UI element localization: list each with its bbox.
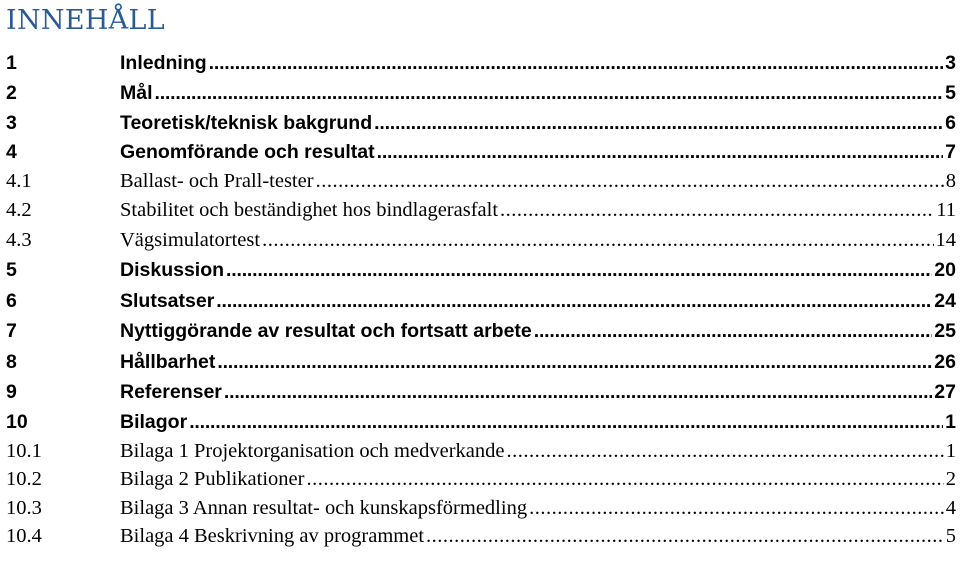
dot-leader [374,112,943,135]
toc-entry-page: 20 [934,259,956,282]
toc-entry-number: 5 [6,259,17,282]
toc-entry-number: 10.1 [6,439,42,462]
dot-leader [224,381,932,404]
toc-entry-number: 6 [6,289,17,312]
toc-entry-page: 25 [934,320,956,343]
toc-entry-title: Mål [120,81,153,104]
dot-leader [306,468,943,491]
toc-entry-page: 3 [945,51,956,74]
toc-entry-number: 10.3 [6,496,42,519]
toc-entry-title: Genomförande och resultat [120,141,375,163]
toc-entry-number: 10.4 [6,525,42,548]
toc-entry-number: 1 [6,51,17,74]
toc-entry-page: 27 [934,381,956,404]
toc-entry-ballast-prall[interactable] [0,167,960,196]
toc-entry-title: Ballast- och Prall-tester [120,170,314,192]
toc-entry-page: 6 [945,111,956,134]
toc-entry-number: 2 [6,81,17,104]
toc-entry-number: 4.3 [6,228,32,251]
toc-entry-page: 24 [934,289,956,312]
toc-entry-bilaga-4[interactable] [0,523,960,552]
toc-entry-title: Slutsatser [120,289,215,312]
toc-entry-bilaga-1[interactable] [0,437,960,466]
toc-entry-inledning[interactable] [0,48,960,78]
toc-entry-number: 8 [6,350,17,373]
toc-list [0,48,960,551]
toc-entry-number: 7 [6,320,17,343]
toc-entry-number: 10.2 [6,468,42,491]
toc-entry-title: Referenser [120,381,222,404]
dot-leader [316,170,944,193]
toc-entry-page: 4 [945,496,956,519]
toc-entry-title: Bilaga 2 Publikationer [120,468,305,491]
toc-entry-title: Teoretisk/teknisk bakgrund [120,111,373,134]
toc-entry-bilaga-3[interactable] [0,494,960,523]
toc-entry-stabilitet[interactable] [0,196,960,225]
toc-entry-title: Bilaga 1 Projektorganisation och medverkande [120,439,505,462]
dot-leader [262,229,933,252]
dot-leader [500,199,934,222]
toc-entry-title: Bilaga 3 Annan resultat- och kunskapsförmedling [120,496,528,519]
toc-entry-number: 4 [6,141,17,163]
toc-entry-page: 1 [945,439,956,462]
toc-entry-diskussion[interactable] [0,256,960,287]
toc-heading: INNEHÅLL [6,5,165,36]
toc-entry-nyttiggorande[interactable] [0,317,960,348]
toc-entry-page: 2 [945,468,956,491]
dot-leader [426,525,944,548]
toc-entry-hallbarhet[interactable] [0,347,960,378]
toc-entry-page: 7 [945,141,956,163]
toc-entry-title: Bilagor [120,411,188,433]
toc-entry-page: 8 [945,170,956,192]
toc-entry-title: Inledning [120,51,207,74]
toc-entry-title: Vägsimulatortest [120,228,261,251]
dot-leader [377,141,944,164]
toc-entry-page: 1 [945,411,956,433]
dot-leader [155,82,944,105]
toc-entry-title: Bilaga 4 Beskrivning av programmet [120,525,425,548]
toc-entry-number: 10 [6,411,28,433]
toc-entry-vagsimulatortest[interactable] [0,225,960,256]
toc-entry-page: 11 [936,199,956,221]
dot-leader [534,320,933,343]
toc-entry-referenser[interactable] [0,378,960,409]
dot-leader [226,259,932,282]
dot-leader [529,497,944,520]
toc-entry-page: 5 [945,81,956,104]
toc-entry-slutsatser[interactable] [0,286,960,317]
toc-entry-page: 5 [945,525,956,548]
toc-entry-mal[interactable] [0,78,960,108]
toc-entry-teoretisk-bakgrund[interactable] [0,108,960,138]
toc-entry-title: Diskussion [120,259,225,282]
toc-entry-title: Hållbarhet [120,350,216,373]
toc-entry-bilagor[interactable] [0,408,960,437]
toc-entry-number: 9 [6,381,17,404]
dot-leader [217,351,932,374]
dot-leader [209,52,943,75]
dot-leader [189,411,943,434]
toc-entry-number: 3 [6,111,17,134]
toc-entry-bilaga-2[interactable] [0,466,960,495]
dot-leader [216,290,932,313]
toc-entry-number: 4.2 [6,199,32,221]
toc-entry-page: 14 [935,228,956,251]
toc-entry-genomforande[interactable] [0,138,960,167]
dot-leader [506,440,943,463]
toc-entry-page: 26 [934,350,956,373]
toc-entry-title: Nyttiggörande av resultat och fortsatt arbete [120,320,532,343]
toc-entry-title: Stabilitet och beständighet hos bindlagerasfalt [120,199,499,221]
toc-entry-number: 4.1 [6,170,32,192]
